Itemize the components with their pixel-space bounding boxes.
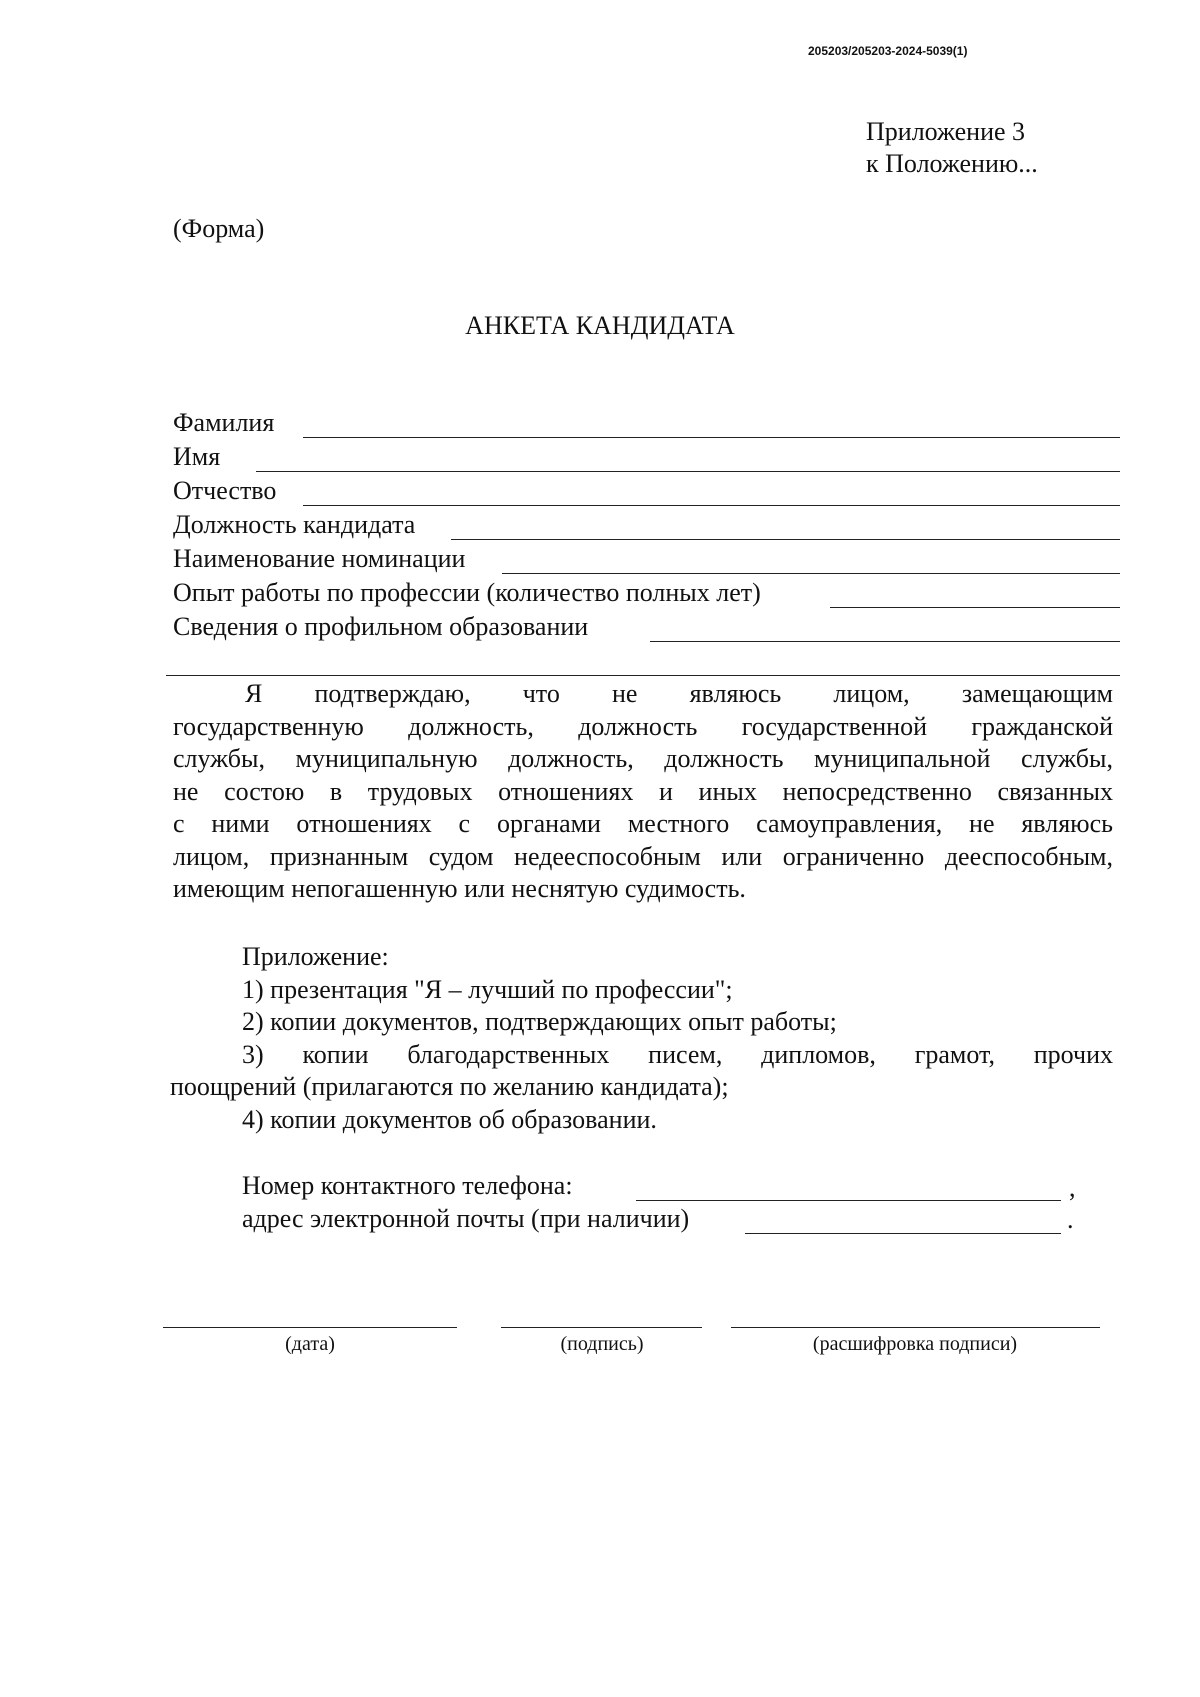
declaration-line: не состою в трудовых отношениях и иных непосредственно связанных <box>173 776 1113 806</box>
document-id: 205203/205203-2024-5039(1) <box>808 44 968 58</box>
attachment-item: 2) копии документов, подтверждающих опыт работы; <box>242 1007 837 1036</box>
declaration-line: имеющим непогашенную или неснятую судимость. <box>173 874 746 903</box>
declaration-line: государственную должность, должность государственной гражданской <box>173 711 1113 741</box>
field-label-nomination: Наименование номинации <box>173 544 466 573</box>
field-label-education: Сведения о профильном образовании <box>173 612 589 641</box>
field-label-name: Имя <box>173 442 221 471</box>
signature-decode-caption: (расшифровка подписи) <box>812 1333 1018 1355</box>
declaration-line: Я подтверждаю, что не являюсь лицом, замещающим <box>245 679 1113 708</box>
field-line-experience[interactable] <box>830 607 1120 608</box>
field-line-name[interactable] <box>256 471 1120 472</box>
field-line-education[interactable] <box>650 641 1120 642</box>
field-label-experience: Опыт работы по профессии (количество полных лет) <box>173 578 761 607</box>
declaration-line: лицом, признанным судом недееспособным или ограниченно дееспособным, <box>173 841 1113 871</box>
email-field-line[interactable] <box>745 1233 1061 1234</box>
attachment-item-continued: поощрений (прилагаются по желанию кандидата); <box>170 1072 729 1101</box>
form-label: (Форма) <box>173 214 265 243</box>
attachment-item: 3) копии благодарственных писем, дипломов, грамот, прочих <box>242 1040 1113 1069</box>
signature-line[interactable] <box>501 1327 702 1328</box>
attachment-item: 4) копии документов об образовании. <box>242 1105 657 1134</box>
field-line-nomination[interactable] <box>502 573 1120 574</box>
signature-caption: (подпись) <box>560 1333 644 1355</box>
field-label-patronymic: Отчество <box>173 476 277 505</box>
field-line-patronymic[interactable] <box>303 505 1120 506</box>
declaration-line: службы, муниципальную должность, должность муниципальной службы, <box>173 744 1113 773</box>
attachments-heading: Приложение: <box>242 942 389 971</box>
declaration-line: с ними отношениях с органами местного самоуправления, не являюсь <box>173 809 1113 838</box>
page-title: АНКЕТА КАНДИДАТА <box>465 311 735 340</box>
field-label-position: Должность кандидата <box>173 510 416 539</box>
phone-end-comma: , <box>1069 1173 1076 1202</box>
date-line[interactable] <box>163 1327 457 1328</box>
field-line-education-continued[interactable] <box>166 675 1120 676</box>
field-line-position[interactable] <box>451 539 1120 540</box>
phone-label: Номер контактного телефона: <box>242 1171 573 1200</box>
phone-field-line[interactable] <box>636 1200 1061 1201</box>
field-line-surname[interactable] <box>303 437 1120 438</box>
signature-decode-line[interactable] <box>731 1327 1100 1328</box>
field-label-surname: Фамилия <box>173 408 275 437</box>
appendix-line-1: Приложение 3 <box>866 117 1026 146</box>
attachment-item: 1) презентация "Я – лучший по профессии"; <box>242 975 733 1004</box>
email-label: адрес электронной почты (при наличии) <box>242 1204 690 1233</box>
email-end-period: . <box>1067 1205 1074 1234</box>
date-caption: (дата) <box>285 1333 335 1355</box>
appendix-line-2: к Положению... <box>866 149 1038 178</box>
